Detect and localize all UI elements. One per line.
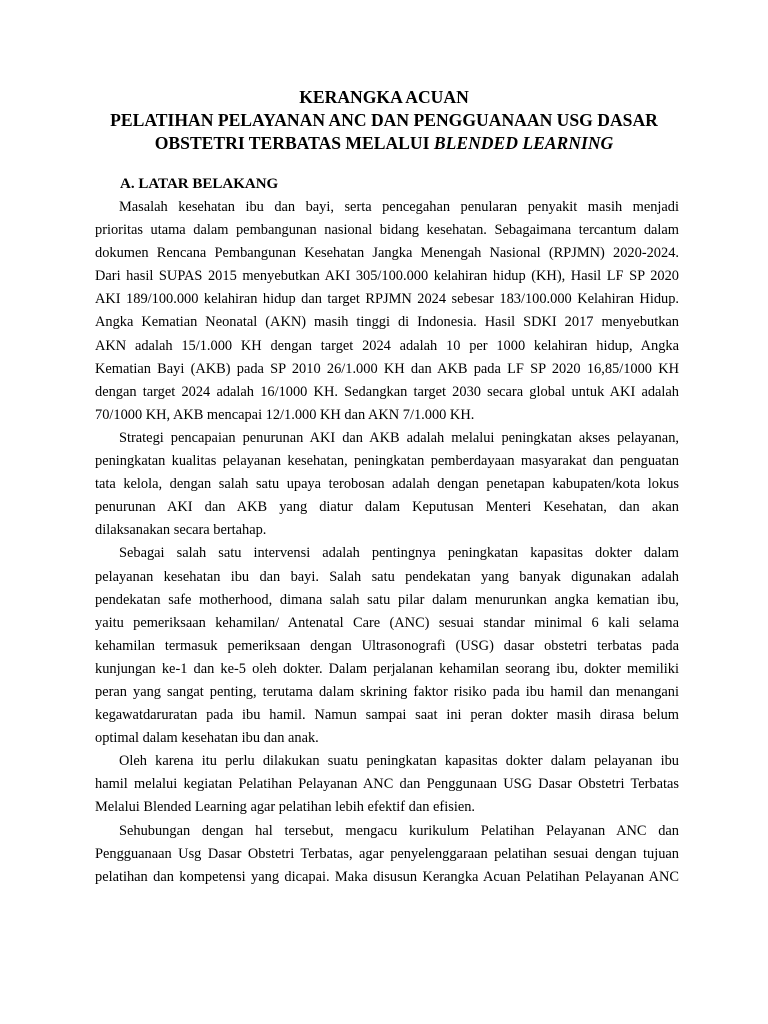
paragraph-line: hamil melalui kegiatan Pelatihan Pelayanan ANC dan Penggunaan USG Dasar Obstetri Terbatas — [95, 776, 679, 793]
paragraph — [95, 542, 679, 750]
paragraph-line: 70/1000 KH, AKB mencapai 12/1.000 KH dan AKN 7/1.000 KH. — [95, 406, 475, 423]
paragraph-line: Strategi pencapaian penurunan AKI dan AKB adalah melalui peningkatan akses pelayanan, — [119, 429, 679, 446]
paragraph-line: optimal dalam kesehatan ibu dan anak. — [95, 730, 319, 747]
paragraph — [95, 750, 679, 819]
paragraph — [95, 820, 679, 889]
title-line-2: PELATIHAN PELAYANAN ANC DAN PENGGUANAAN USG DASAR — [110, 110, 658, 130]
paragraph-line: pelayanan kesehatan ibu dan bayi. Salah satu pendekatan yang banyak digunakan adalah — [95, 568, 679, 585]
paragraph-line: kunjungan ke-1 dan ke-5 oleh dokter. Dalam perjalanan kehamilan seorang ibu, dokter memiliki — [95, 660, 679, 677]
title-line-1: KERANGKA ACUAN — [299, 87, 469, 107]
paragraph-line: dengan target 2024 adalah 16/1000 KH. Sedangkan target 2030 secara global untuk AKI adalah — [95, 383, 679, 400]
paragraph-line: kegawatdaruratan pada ibu hamil. Namun sampai saat ini peran dokter masih dirasa belum — [95, 707, 679, 724]
title-line-3 — [60, 132, 708, 155]
document-title — [60, 86, 708, 155]
paragraph-line: Angka Kematian Neonatal (AKN) masih tinggi di Indonesia. Hasil SDKI 2017 menyebutkan — [95, 314, 679, 331]
paragraph-line: AKN adalah 15/1.000 KH dengan target 2024 adalah 10 per 1000 kelahiran hidup, Angka — [95, 337, 679, 354]
paragraph-line: penurunan AKI dan AKB yang diatur dalam Keputusan Menteri Kesehatan, dan akan — [95, 499, 679, 516]
paragraph-line: Oleh karena itu perlu dilakukan suatu peningkatan kapasitas dokter dalam pelayanan ibu — [119, 753, 679, 770]
paragraph-line: Dari hasil SUPAS 2015 menyebutkan AKI 305/100.000 kelahiran hidup (KH), Hasil LF SP 2020 — [95, 268, 679, 285]
paragraph-line: prioritas utama dalam pembangunan nasional bidang kesehatan. Sebagaimana tercantum dalam — [95, 222, 679, 239]
paragraph-line: Pengguanaan Usg Dasar Obstetri Terbatas, agar penyelenggaraan pelatihan sesuai dengan tujuan — [95, 845, 679, 862]
paragraph-line: Sebagai salah satu intervensi adalah pentingnya peningkatan kapasitas dokter dalam — [119, 545, 679, 562]
paragraph-line: Melalui Blended Learning agar pelatihan lebih efektif dan efisien. — [95, 799, 476, 816]
paragraph-line: Kematian Bayi (AKB) pada SP 2010 26/1.000 KH dan AKB pada LF SP 2020 16,85/1000 KH — [95, 360, 679, 377]
paragraph-line: kehamilan termasuk pemeriksaan dengan Ultrasonografi (USG) dasar obstetri terbatas pada — [95, 637, 679, 654]
section-heading-latar-belakang: A. LATAR BELAKANG — [120, 176, 279, 192]
title-line-3-text: OBSTETRI TERBATAS MELALUI — [154, 133, 434, 153]
paragraph — [95, 196, 679, 427]
title-line-3-italic: BLENDED LEARNING — [433, 133, 614, 153]
paragraph-line: peran yang sangat penting, terutama dalam skrining faktor risiko pada ibu hamil dan menangani — [95, 683, 679, 700]
paragraph-line: peningkatan kualitas pelayanan kesehatan, peningkatan pemberdayaan masyarakat dan penguatan — [95, 453, 679, 470]
body-text — [95, 196, 679, 889]
paragraph-line: pelatihan dan kompetensi yang dicapai. Maka disusun Kerangka Acuan Pelatihan Pelayanan ANC — [95, 868, 679, 885]
paragraph-line: dokumen Rencana Pembangunan Kesehatan Jangka Menengah Nasional (RPJMN) 2020-2024. — [95, 245, 679, 262]
paragraph-line: pendekatan safe motherhood, dimana salah satu pilar dalam menurunkan angka kematian ibu, — [95, 591, 679, 608]
paragraph-line: yaitu pemeriksaan kehamilan/ Antenatal Care (ANC) sesuai standar minimal 6 kali selama — [95, 614, 679, 631]
paragraph-line: AKI 189/100.000 kelahiran hidup dan target RPJMN 2024 sebesar 183/100.000 Kelahiran Hidup. — [95, 291, 679, 308]
paragraph-line: Masalah kesehatan ibu dan bayi, serta pencegahan penularan penyakit masih menjadi — [119, 199, 679, 215]
paragraph-line: dilaksanakan secara bertahap. — [95, 522, 267, 539]
paragraph — [95, 427, 679, 542]
paragraph-line: tata kelola, dengan salah satu upaya terobosan adalah dengan penetapan kabupaten/kota lokus — [95, 476, 679, 493]
paragraph-line: Sehubungan dengan hal tersebut, mengacu kurikulum Pelatihan Pelayanan ANC dan — [119, 822, 679, 839]
